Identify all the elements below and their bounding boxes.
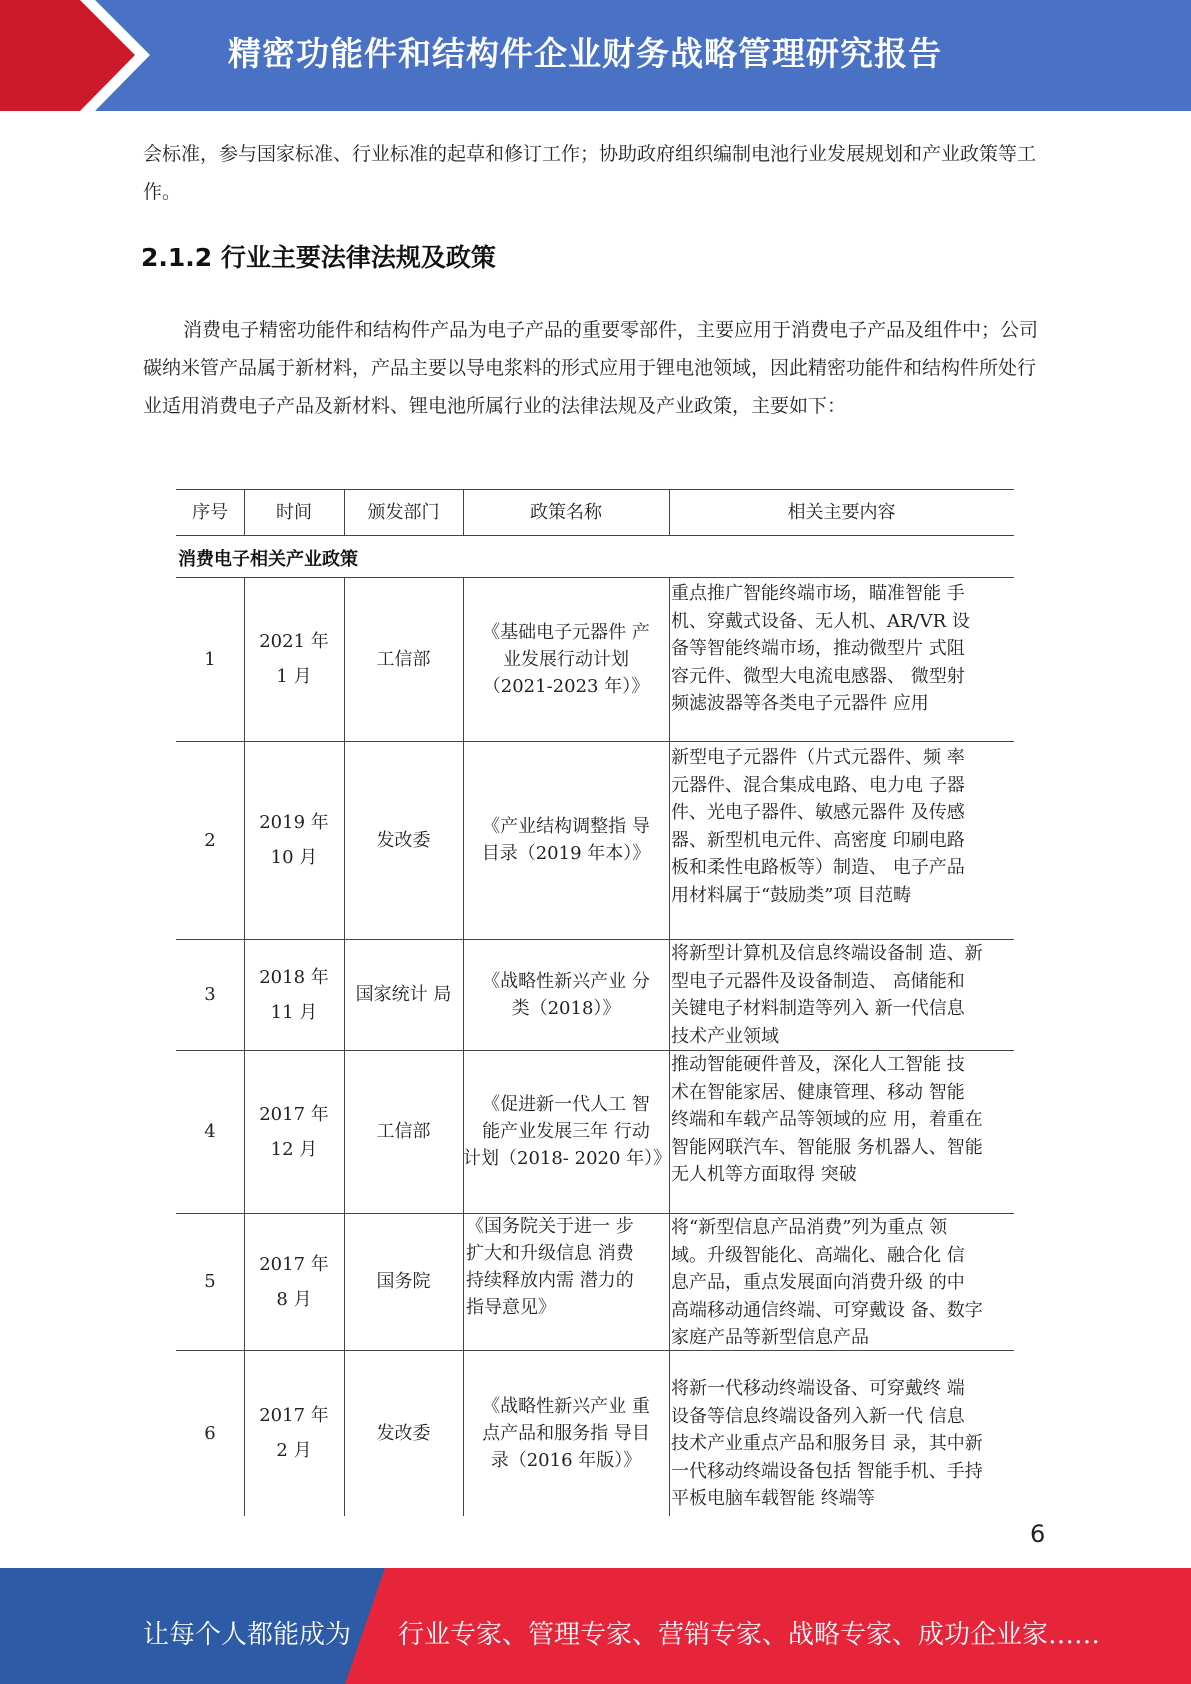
policy-name-line: 《战略性新兴产业 分 <box>482 970 650 992</box>
row-no: 5 <box>204 1271 216 1292</box>
row-department: 发改委 <box>376 829 431 851</box>
policy-name-line: 业发展行动计划 <box>503 648 629 670</box>
content-line: 智能网联汽车、智能服 务机器人、智能 <box>671 1136 983 1158</box>
row-main-content <box>670 1375 1014 1513</box>
row-date <box>244 1213 344 1350</box>
row-date-year: 2018 年 <box>259 966 329 988</box>
content-line: 频滤波器等各类电子元器件 应用 <box>671 693 929 714</box>
row-date <box>244 741 344 939</box>
row-no: 3 <box>204 984 216 1005</box>
row-no: 6 <box>204 1422 216 1444</box>
row-date-year: 2021 年 <box>259 631 329 652</box>
header-no: 序号 <box>192 501 228 523</box>
page-header <box>0 0 1191 111</box>
policy-name-line: 扩大和升级信息 消费 <box>466 1243 634 1264</box>
content-line: 器、新型机电元件、高密度 印刷电路 <box>671 829 965 851</box>
policy-name-line: 录（2016 年版）》 <box>490 1449 642 1471</box>
row-policy-name <box>463 1050 672 1213</box>
content-line: 将新一代移动终端设备、可穿戴终 端 <box>671 1378 965 1399</box>
content-line: 将新型计算机及信息终端设备制 造、新 <box>671 943 983 964</box>
row-policy-name <box>463 577 669 741</box>
content-line: 息产品，重点发展面向消费升级 的中 <box>671 1272 965 1293</box>
row-no: 4 <box>204 1121 216 1142</box>
page-number: 6 <box>1030 1520 1046 1548</box>
header-policy-name: 政策名称 <box>530 501 602 523</box>
content-line: 家庭产品等新型信息产品 <box>671 1327 869 1348</box>
policy-name-line: 能产业发展三年 行动 <box>482 1121 650 1142</box>
row-date-month: 12 月 <box>270 1138 318 1160</box>
policy-name-line: 《基础电子元器件 产 <box>482 621 650 643</box>
row-date <box>244 1350 344 1516</box>
content-line: 板和柔性电路板等）制造、 电子产品 <box>671 857 965 878</box>
policy-name-line: 《战略性新兴产业 重 <box>482 1395 650 1417</box>
content-line: 关键电子材料制造等列入 新一代信息 <box>671 998 965 1019</box>
row-date <box>244 939 344 1050</box>
content-line: 将“新型信息产品消费”列为重点 领 <box>671 1217 948 1238</box>
content-line: 重点推广智能终端市场，瞄准智能 手 <box>671 583 965 604</box>
policy-name-line: 类（2018）》 <box>511 997 621 1019</box>
content-line: 技术产业重点产品和服务目 录，其中新 <box>671 1433 983 1454</box>
report-title: 精密功能件和结构件企业财务战略管理研究报告 <box>228 34 942 73</box>
row-date <box>244 577 344 741</box>
row-date-month: 11 月 <box>270 1001 318 1023</box>
row-main-content <box>670 744 1014 909</box>
footer-slogan-left: 让每个人都能成为 <box>143 1620 352 1650</box>
content-line: 高端移动通信终端、可穿戴设 备、数字 <box>671 1299 983 1321</box>
header-chevron-decoration <box>0 0 150 111</box>
policy-name-line: 目录（2019 年本）》 <box>481 843 651 864</box>
content-line: 用材料属于“鼓励类”项 目范畴 <box>671 884 912 906</box>
content-line: 平板电脑车载智能 终端等 <box>671 1488 875 1509</box>
row-department: 发改委 <box>376 1422 431 1444</box>
row-no: 2 <box>204 829 216 851</box>
row-date-month: 1 月 <box>276 666 312 687</box>
row-department: 国家统计 局 <box>355 984 452 1005</box>
content-line: 技术产业领域 <box>671 1025 779 1047</box>
row-date <box>244 1050 344 1213</box>
policy-name-line: 持续释放内需 潜力的 <box>466 1270 634 1291</box>
content-line: 机、穿戴式设备、无人机、AR/VR 设 <box>671 610 970 632</box>
content-line: 无人机等方面取得 突破 <box>671 1164 857 1185</box>
policy-name-line: 计划（2018- 2020 年）》 <box>463 1148 672 1169</box>
header-date: 时间 <box>276 501 312 523</box>
content-line: 一代移动终端设备包括 智能手机、手持 <box>671 1460 983 1482</box>
row-date-year: 2019 年 <box>259 812 329 833</box>
section-paragraph: 消费电子精密功能件和结构件产品为电子产品的重要零部件，主要应用于消费电子产品及组件中；公司碳纳米管产品属于新材料，产品主要以导电浆料的形式应用于锂电池领域，因此精密功能件和结构件所处行业适用消费电子产品及新材料、锂电池所属行业的法律法规及产业政策，主要如下： <box>143 319 1039 417</box>
row-date-month: 10 月 <box>270 847 318 868</box>
page-footer <box>0 1568 1191 1684</box>
row-main-content <box>670 1051 1014 1189</box>
row-date-year: 2017 年 <box>259 1253 329 1275</box>
row-main-content <box>670 580 1014 718</box>
row-policy-name <box>463 939 669 1050</box>
row-main-content <box>670 1214 1014 1352</box>
content-line: 域。升级智能化、高端化、融合化 信 <box>671 1244 965 1266</box>
header-department: 颁发部门 <box>367 501 440 523</box>
policy-name-line: 《促进新一代人工 智 <box>482 1094 650 1115</box>
row-main-content <box>670 940 1014 1050</box>
table-group-label: 消费电子相关产业政策 <box>178 549 358 570</box>
row-policy-name <box>463 1350 669 1516</box>
row-department: 工信部 <box>376 648 431 670</box>
row-department: 国务院 <box>376 1271 431 1292</box>
content-line: 新型电子元器件（片式元器件、频 率 <box>671 747 965 768</box>
policy-name-line: 点产品和服务指 导目 <box>482 1422 650 1444</box>
content-line: 元器件、混合集成电路、电力电 子器 <box>671 774 965 796</box>
row-date-month: 8 月 <box>276 1288 312 1310</box>
intro-paragraph: 会标准，参与国家标准、行业标准的起草和修订工作；协助政府组织编制电池行业发展规划和产业政策等工作。 <box>143 143 1037 203</box>
header-main-content: 相关主要内容 <box>787 501 896 523</box>
content-line: 备等智能终端市场，推动微型片 式阻 <box>671 638 965 659</box>
content-line: 型电子元器件及设备制造、 高储能和 <box>671 970 965 992</box>
footer-slogan-right: 行业专家、管理专家、营销专家、战略专家、成功企业家…… <box>398 1620 1101 1650</box>
row-date-month: 2 月 <box>276 1440 312 1461</box>
content-line: 推动智能硬件普及，深化人工智能 技 <box>671 1054 965 1075</box>
content-line: 件、光电子器件、敏感元器件 及传感 <box>671 802 965 823</box>
row-date-year: 2017 年 <box>259 1103 329 1125</box>
policy-name-line: 《国务院关于进一 步 <box>466 1216 634 1237</box>
content-line: 设备等信息终端设备列入新一代 信息 <box>671 1405 965 1427</box>
section-heading: 2.1.2 行业主要法律法规及政策 <box>141 243 496 272</box>
row-no: 1 <box>204 648 216 670</box>
content-line: 容元件、微型大电流电感器、 微型射 <box>671 665 965 687</box>
row-policy-name <box>463 741 669 939</box>
policy-name-line: （2021-2023 年）》 <box>482 675 650 697</box>
row-date-year: 2017 年 <box>259 1405 329 1426</box>
content-line: 终端和车载产品等领域的应 用，着重在 <box>671 1109 983 1130</box>
row-policy-name <box>464 1213 669 1350</box>
policy-name-line: 《产业结构调整指 导 <box>482 816 650 837</box>
policy-name-line: 指导意见》 <box>466 1297 556 1318</box>
row-department: 工信部 <box>376 1121 431 1142</box>
content-line: 术在智能家居、健康管理、移动 智能 <box>671 1081 965 1103</box>
